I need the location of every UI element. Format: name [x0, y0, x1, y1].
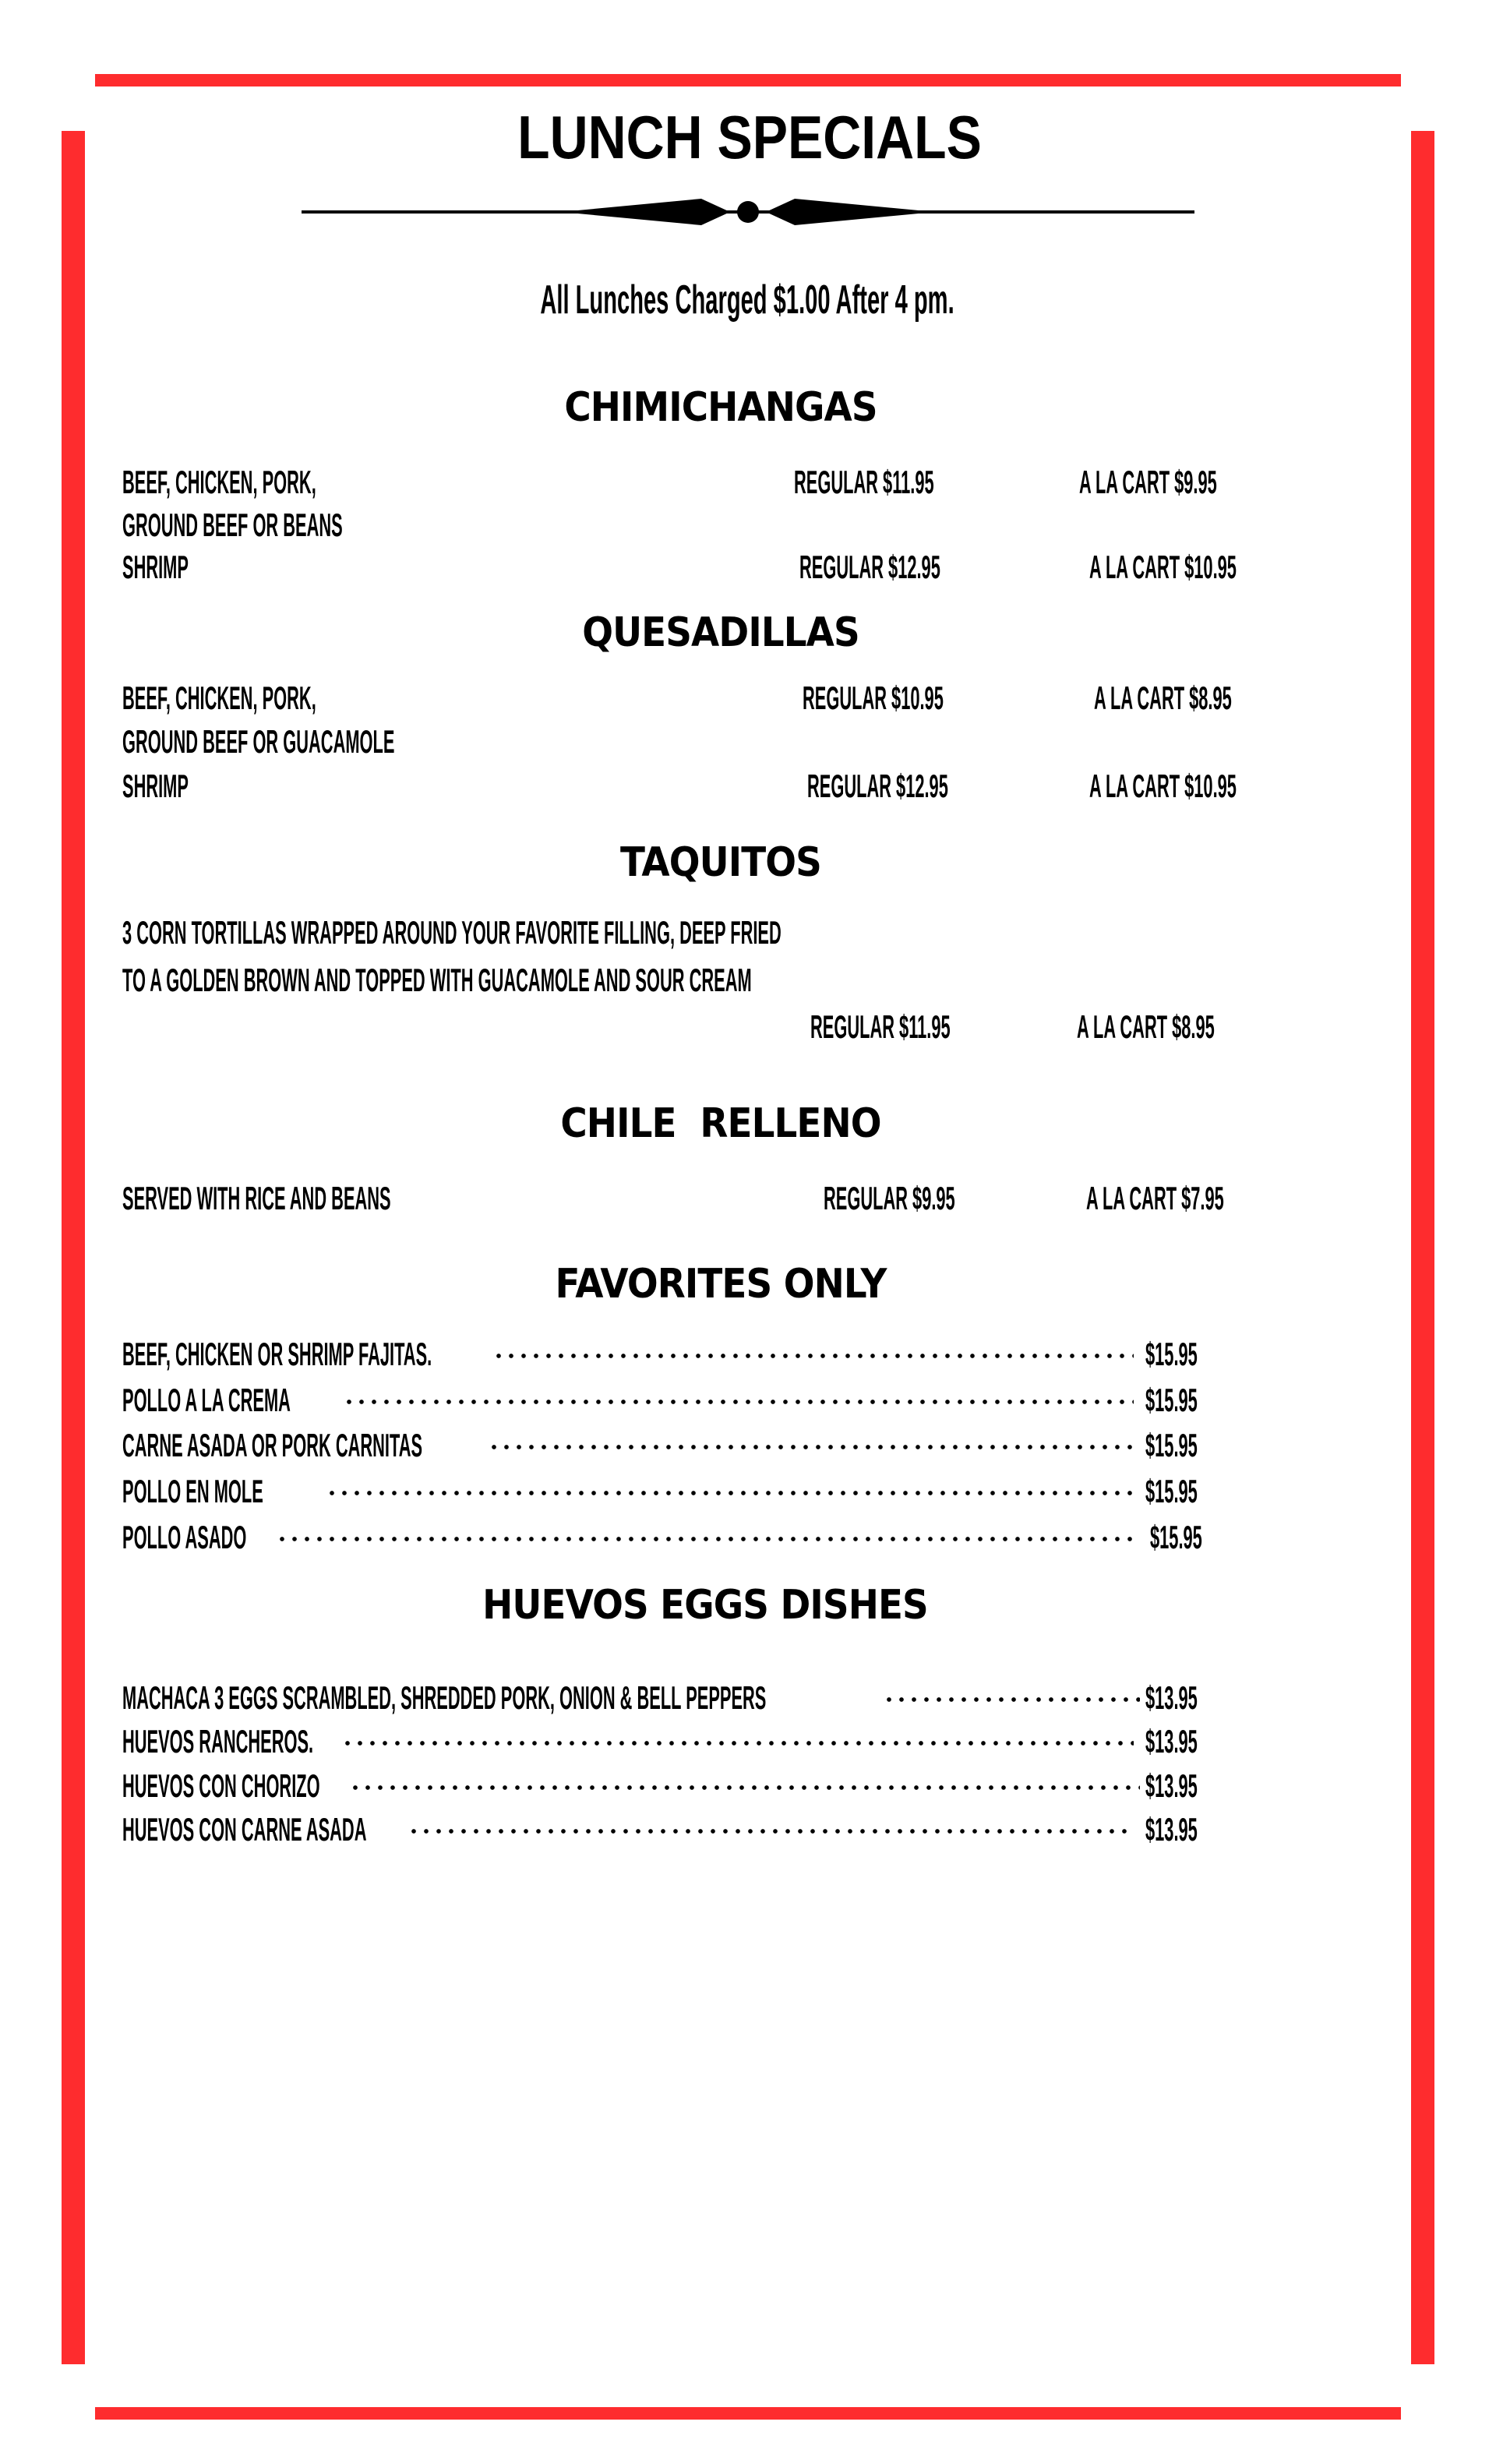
- section-description: 3 CORN TORTILLAS WRAPPED AROUND YOUR FAVORITE FILLING, DEEP FRIED: [122, 914, 782, 951]
- menu-item-name: MACHACA 3 EGGS SCRAMBLED, SHREDDED PORK, ONION & BELL PEPPERS: [122, 1679, 767, 1716]
- menu-item-name: POLLO A LA CREMA: [122, 1382, 291, 1418]
- menu-item-name: SHRIMP: [122, 549, 189, 585]
- regular-price: REGULAR $12.95: [807, 768, 948, 804]
- a-la-cart-price: A LA CART $8.95: [1077, 1008, 1215, 1045]
- section-description: TO A GOLDEN BROWN AND TOPPED WITH GUACAMOLE AND SOUR CREAM: [122, 962, 752, 998]
- section-title: CHILE RELLENO: [560, 1100, 881, 1147]
- menu-item-name: POLLO EN MOLE: [122, 1473, 263, 1509]
- menu-item-name: HUEVOS CON CHORIZO: [122, 1767, 320, 1804]
- section-title: QUESADILLAS: [582, 609, 859, 656]
- menu-item-name: BEEF, CHICKEN OR SHRIMP FAJITAS.: [122, 1336, 432, 1372]
- a-la-cart-price: A LA CART $10.95: [1089, 768, 1237, 804]
- a-la-cart-price: A LA CART $9.95: [1079, 464, 1217, 500]
- frame-top-bar: [95, 74, 1401, 86]
- dotted-leader: [408, 1828, 1134, 1834]
- menu-item-price: $13.95: [1145, 1767, 1198, 1804]
- regular-price: REGULAR $12.95: [799, 549, 940, 585]
- menu-item-name: HUEVOS RANCHEROS.: [122, 1723, 314, 1760]
- dotted-leader: [343, 1399, 1134, 1405]
- regular-price: REGULAR $11.95: [794, 464, 934, 500]
- menu-item-name: POLLO ASADO: [122, 1519, 247, 1555]
- frame-right-bar: [1411, 131, 1434, 2364]
- section-description: SERVED WITH RICE AND BEANS: [122, 1180, 391, 1216]
- frame-left-bar: [62, 131, 85, 2364]
- frame-bottom-bar: [95, 2407, 1401, 2420]
- a-la-cart-price: A LA CART $7.95: [1086, 1180, 1224, 1216]
- a-la-cart-price: A LA CART $8.95: [1094, 680, 1232, 716]
- dotted-leader: [349, 1784, 1140, 1791]
- section-title: HUEVOS EGGS DISHES: [482, 1582, 928, 1629]
- menu-item-name-line2: GROUND BEEF OR GUACAMOLE: [122, 723, 395, 760]
- menu-item-price: $15.95: [1145, 1382, 1198, 1418]
- a-la-cart-price: A LA CART $10.95: [1089, 549, 1237, 585]
- dotted-leader: [883, 1696, 1140, 1703]
- menu-item-price: $13.95: [1145, 1679, 1198, 1716]
- dotted-leader: [326, 1490, 1134, 1496]
- dotted-leader: [488, 1444, 1134, 1450]
- section-title: CHIMICHANGAS: [564, 384, 877, 431]
- menu-item-price: $15.95: [1150, 1519, 1202, 1555]
- menu-item-price: $15.95: [1145, 1473, 1198, 1509]
- regular-price: REGULAR $10.95: [803, 680, 944, 716]
- menu-item-name: BEEF, CHICKEN, PORK,: [122, 464, 316, 500]
- dotted-leader: [492, 1353, 1134, 1359]
- menu-item-price: $13.95: [1145, 1723, 1198, 1760]
- menu-item-name: CARNE ASADA OR PORK CARNITAS: [122, 1427, 423, 1463]
- regular-price: REGULAR $9.95: [824, 1180, 955, 1216]
- menu-item-name: SHRIMP: [122, 768, 189, 804]
- regular-price: REGULAR $11.95: [810, 1008, 951, 1045]
- menu-item-name: BEEF, CHICKEN, PORK,: [122, 680, 316, 716]
- section-title: TAQUITOS: [620, 839, 821, 886]
- dotted-leader: [341, 1740, 1134, 1746]
- section-title: FAVORITES ONLY: [555, 1261, 887, 1308]
- menu-item-price: $13.95: [1145, 1811, 1198, 1848]
- menu-item-name: HUEVOS CON CARNE ASADA: [122, 1811, 367, 1848]
- menu-item-name-line2: GROUND BEEF OR BEANS: [122, 507, 343, 543]
- dotted-leader: [276, 1536, 1136, 1542]
- lunch-note: All Lunches Charged $1.00 After 4 pm.: [540, 277, 954, 323]
- menu-item-price: $15.95: [1145, 1427, 1198, 1463]
- page-title: LUNCH SPECIALS: [517, 103, 982, 171]
- menu-item-price: $15.95: [1145, 1336, 1198, 1372]
